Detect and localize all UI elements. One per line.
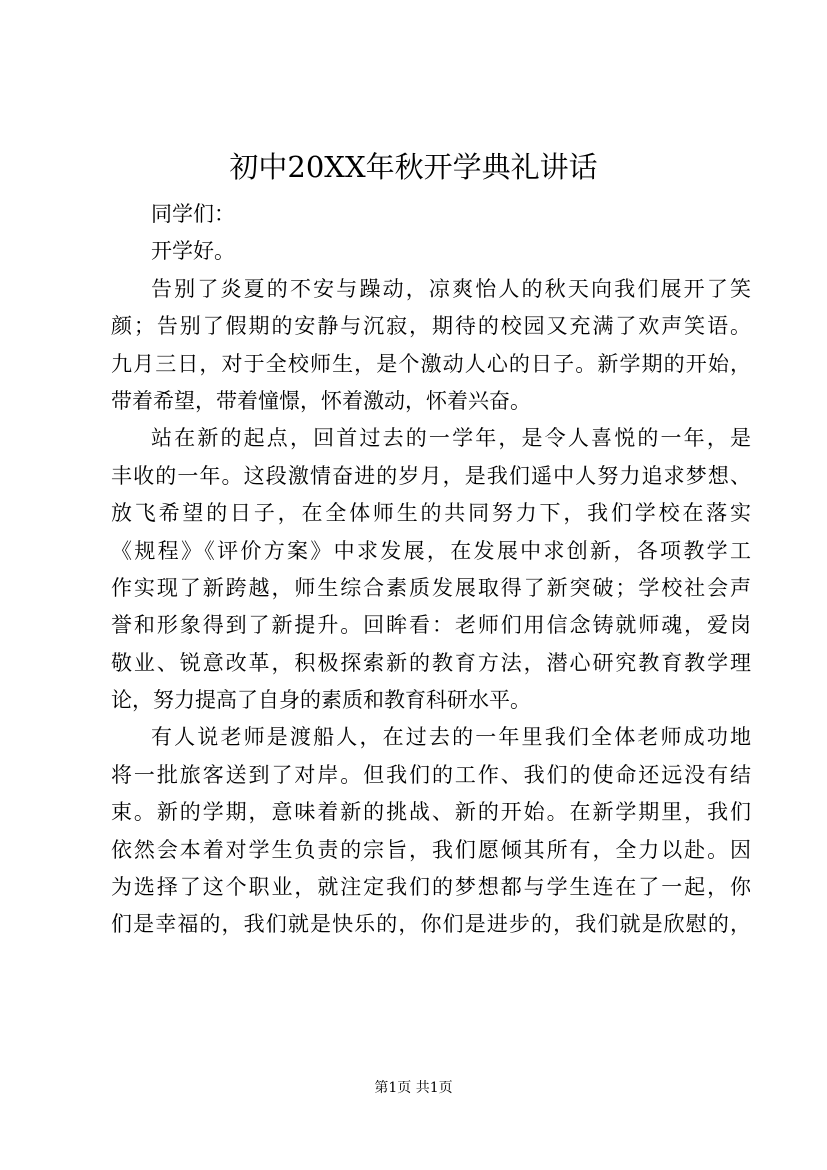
text-line: 《规程》《评价方案》中求发展，在发展中求创新，各项教学工 xyxy=(111,538,751,563)
text-line: 颜；告别了假期的安静与沉寂，期待的校园又充满了欢声笑语。 xyxy=(111,314,751,339)
text-line: 放飞希望的日子，在全体师生的共同努力下，我们学校在落实 xyxy=(111,501,751,526)
text-line: 同学们： xyxy=(151,202,235,226)
text-line: 誉和形象得到了新提升。回眸看：老师们用信念铸就师魂，爱岗 xyxy=(111,613,751,638)
document-title: 初中20XX年秋开学典礼讲话 xyxy=(229,150,598,184)
text-line: 敬业、锐意改革，积极探索新的教育方法，潜心研究教育教学理 xyxy=(111,650,751,675)
text-line: 告别了炎夏的不安与躁动，凉爽怡人的秋天向我们展开了笑 xyxy=(151,276,751,301)
document-body xyxy=(111,196,751,944)
text-line: 依然会本着对学生负责的宗旨，我们愿倾其所有，全力以赴。因 xyxy=(111,837,751,862)
text-line: 将一批旅客送到了对岸。但我们的工作、我们的使命还远没有结 xyxy=(111,762,751,787)
text-line: 们是幸福的，我们就是快乐的，你们是进步的，我们就是欣慰的， xyxy=(111,912,751,937)
page-footer: 第1页 共1页 xyxy=(374,1080,453,1096)
text-line: 开学好。 xyxy=(151,239,235,264)
text-line: 九月三日，对于全校师生，是个激动人心的日子。新学期的开始， xyxy=(111,351,751,376)
text-line: 论，努力提高了自身的素质和教育科研水平。 xyxy=(111,688,531,713)
text-line: 站在新的起点，回首过去的一学年，是令人喜悦的一年，是 xyxy=(151,426,751,451)
text-line: 丰收的一年。这段激情奋进的岁月，是我们遥中人努力追求梦想、 xyxy=(111,463,751,488)
text-line: 作实现了新跨越，师生综合素质发展取得了新突破；学校社会声 xyxy=(111,575,751,600)
text-line: 为选择了这个职业，就注定我们的梦想都与学生连在了一起，你 xyxy=(111,875,751,900)
text-line: 带着希望，带着憧憬，怀着激动，怀着兴奋。 xyxy=(111,388,531,413)
text-line: 束。新的学期，意味着新的挑战、新的开始。在新学期里，我们 xyxy=(111,800,751,825)
text-line: 有人说老师是渡船人，在过去的一年里我们全体老师成功地 xyxy=(151,725,751,750)
